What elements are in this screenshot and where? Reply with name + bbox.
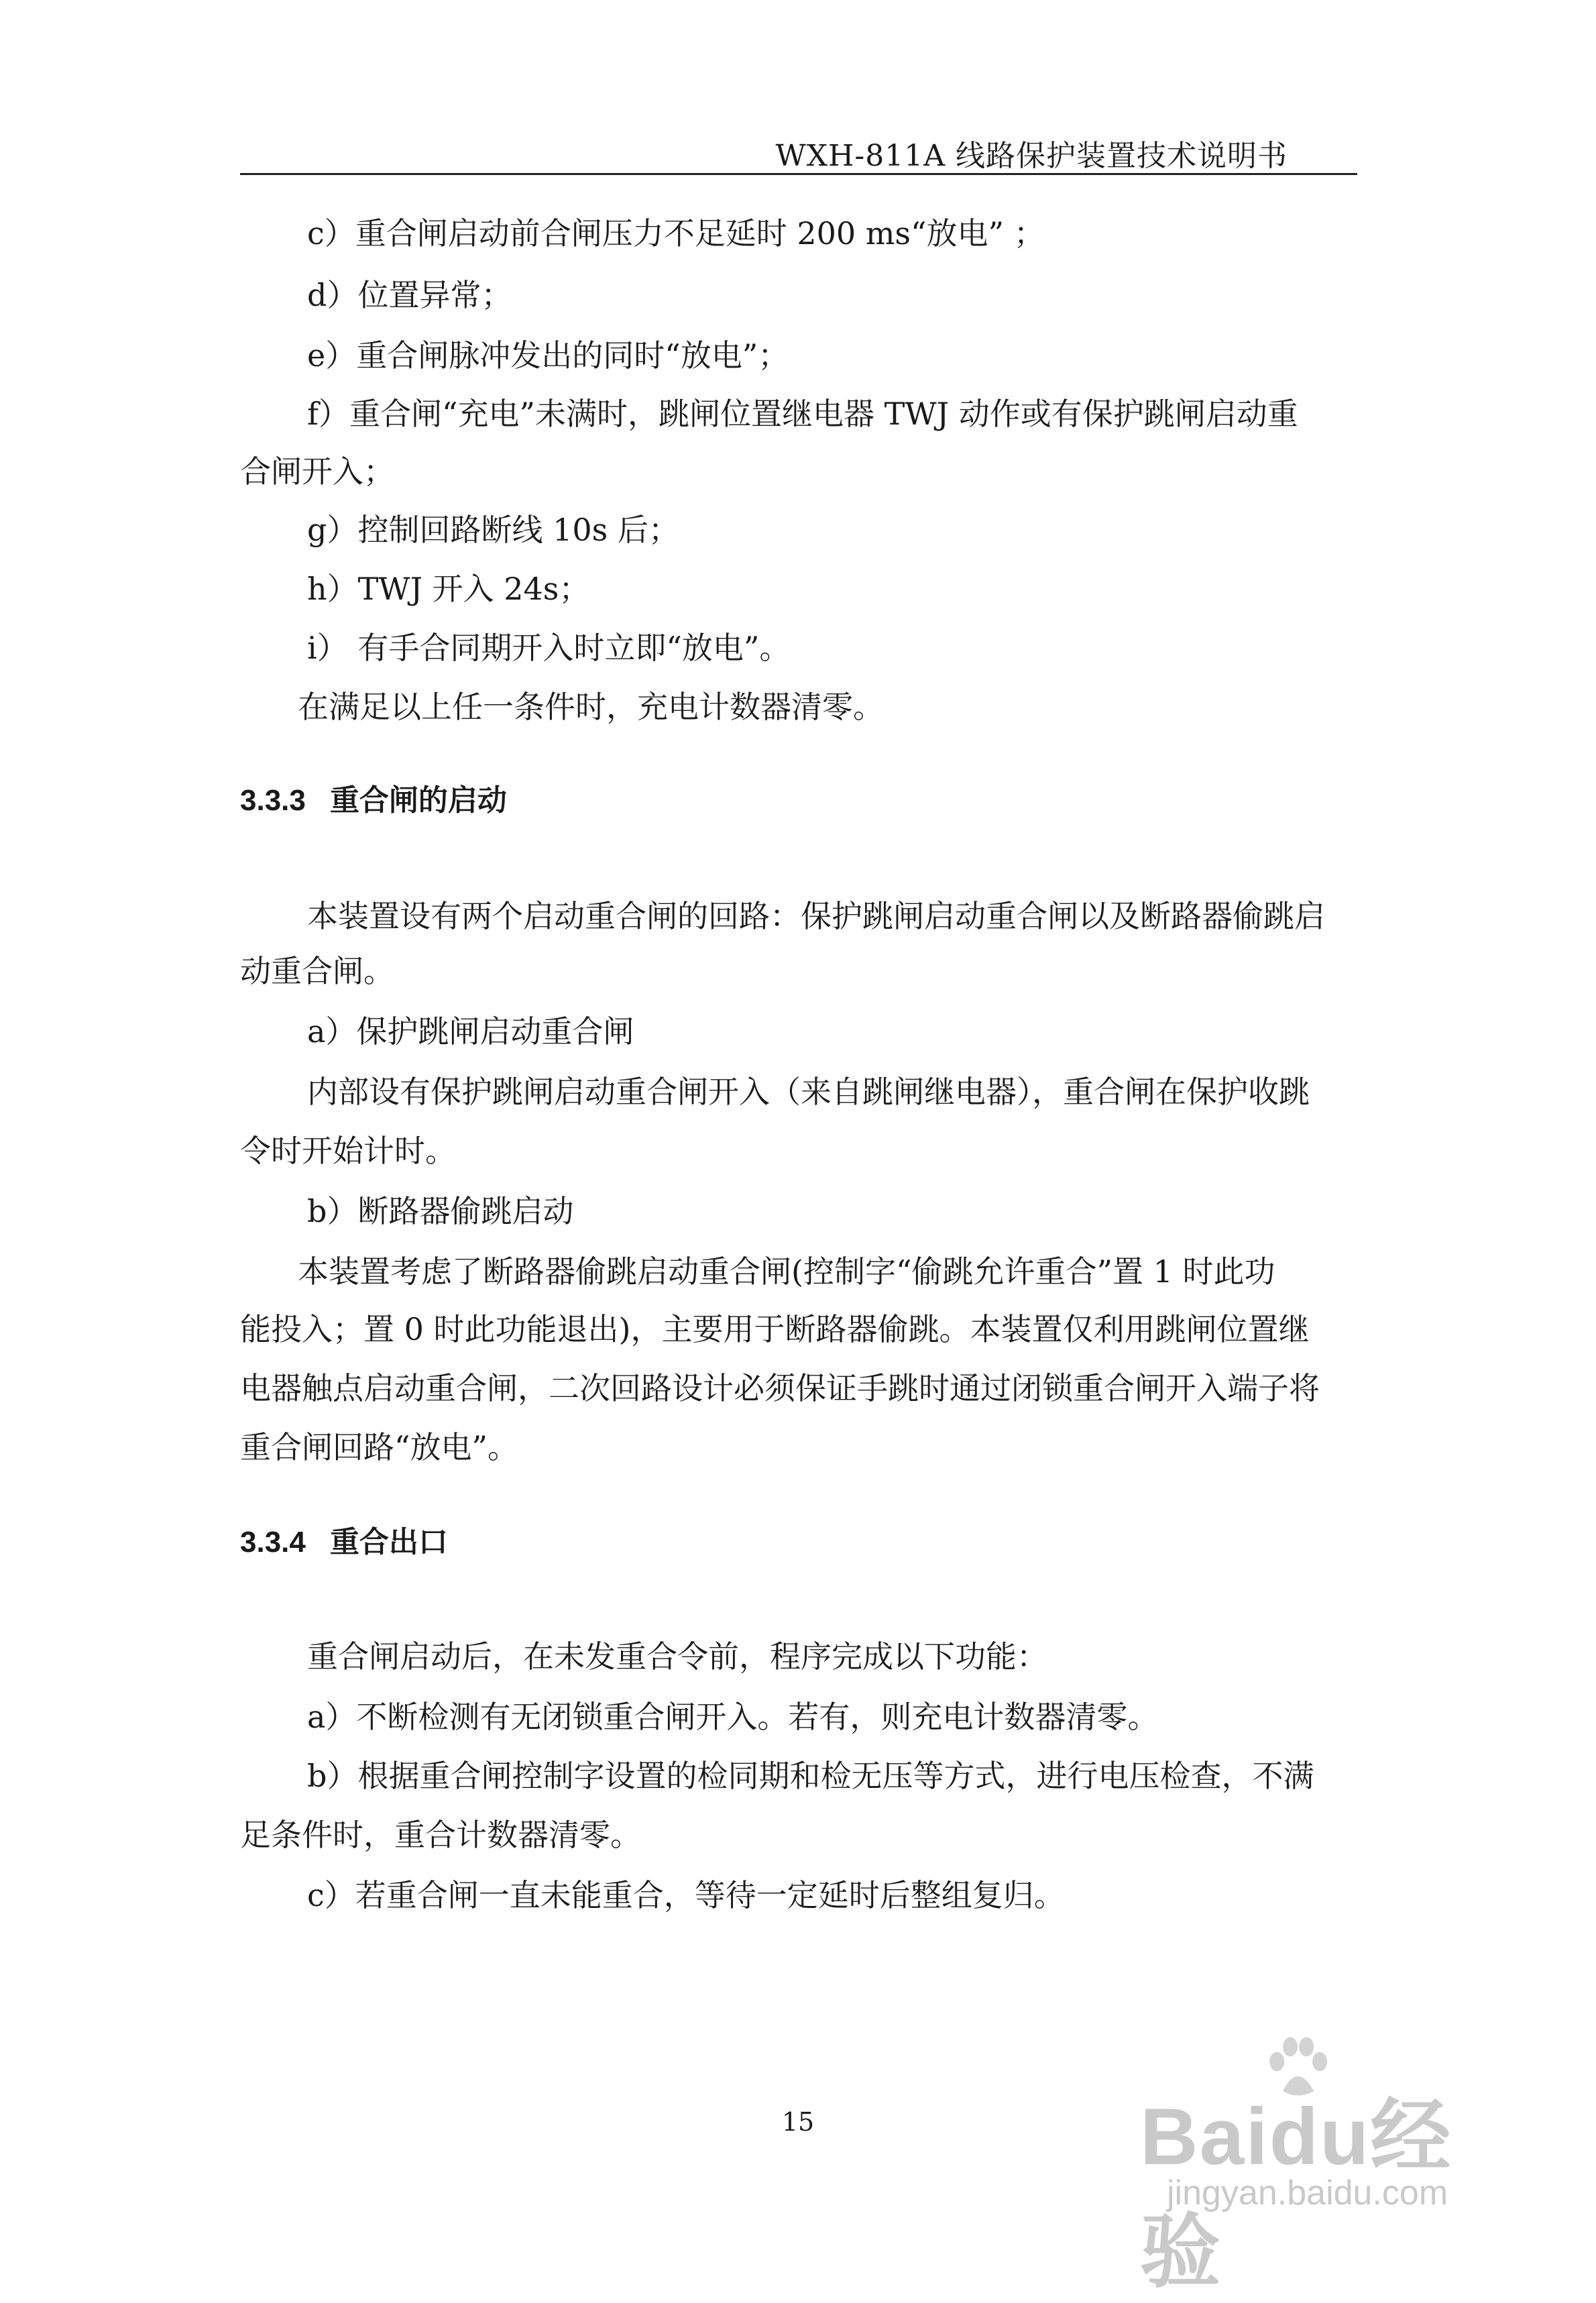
- section-title: 重合闸的启动: [329, 784, 507, 817]
- section-number: 3.3.4: [240, 1526, 306, 1559]
- section-heading-333: [240, 782, 507, 820]
- list-item-g: g）控制回路断线 10s 后；: [307, 512, 679, 548]
- paragraph-line: b）根据重合闸控制字设置的检同期和检无压等方式，进行电压检查，不满: [307, 1758, 1314, 1794]
- section-number: 3.3.3: [240, 784, 306, 817]
- watermark: [1140, 2032, 1516, 2297]
- paragraph-line: 令时开始计时。: [240, 1133, 456, 1169]
- list-item-e: e）重合闸脉冲发出的同时“放电”；: [307, 337, 789, 374]
- list-item-i: i） 有手合同期开入时立即“放电”。: [307, 630, 791, 666]
- paragraph-line: 重合闸回路“放电”。: [240, 1429, 519, 1465]
- paragraph-line: 动重合闸。: [240, 953, 394, 989]
- paragraph-line: 电器触点启动重合闸，二次回路设计必须保证手跳时通过闭锁重合闸开入端子将: [240, 1370, 1320, 1406]
- list-item-f: f）重合闸“充电”未满时，跳闸位置继电器 TWJ 动作或有保护跳闸启动重: [307, 396, 1298, 432]
- paragraph-line: 内部设有保护跳闸启动重合闸开入（来自跳闸继电器），重合闸在保护收跳: [307, 1074, 1310, 1110]
- page-number: 15: [781, 2107, 815, 2137]
- paragraph-line: 本装置设有两个启动重合闸的回路：保护跳闸启动重合闸以及断路器偷跳启: [307, 898, 1325, 934]
- watermark-brand: Baidu经验: [1140, 2092, 1452, 2297]
- paragraph-line: a）不断检测有无闭锁重合闸开入。若有，则充电计数器清零。: [307, 1699, 1159, 1735]
- section-title: 重合出口: [329, 1526, 448, 1559]
- paragraph-line: c）若重合闸一直未能重合，等待一定延时后整组复归。: [307, 1877, 1065, 1913]
- paragraph-line: 本装置考虑了断路器偷跳启动重合闸(控制字“偷跳允许重合”置 1 时此功: [298, 1253, 1275, 1290]
- list-item-c: c）重合闸启动前合闸压力不足延时 200 ms“放电” ；: [307, 215, 1045, 251]
- header-rule: [240, 173, 1357, 175]
- list-item-h: h）TWJ 开入 24s；: [307, 571, 590, 607]
- paragraph-line: 重合闸启动后，在未发重合令前，程序完成以下功能：: [307, 1638, 1047, 1675]
- paragraph-line: 能投入；置 0 时此功能退出)，主要用于断路器偷跳。本装置仅利用跳闸位置继: [240, 1311, 1310, 1347]
- list-item-f-cont: 合闸开入；: [240, 453, 394, 490]
- paragraph-line: 足条件时，重合计数器清零。: [240, 1817, 641, 1853]
- paragraph-line: a）保护跳闸启动重合闸: [307, 1013, 634, 1050]
- running-header: WXH-811A 线路保护装置技术说明书: [775, 139, 1288, 173]
- paragraph-line: b）断路器偷跳启动: [307, 1193, 574, 1229]
- list-item-d: d）位置异常；: [307, 277, 512, 313]
- section-heading-334: [240, 1524, 448, 1561]
- watermark-url: jingyan.baidu.com: [1167, 2174, 1448, 2212]
- summary-text: 在满足以上任一条件时，充电计数器清零。: [298, 689, 884, 725]
